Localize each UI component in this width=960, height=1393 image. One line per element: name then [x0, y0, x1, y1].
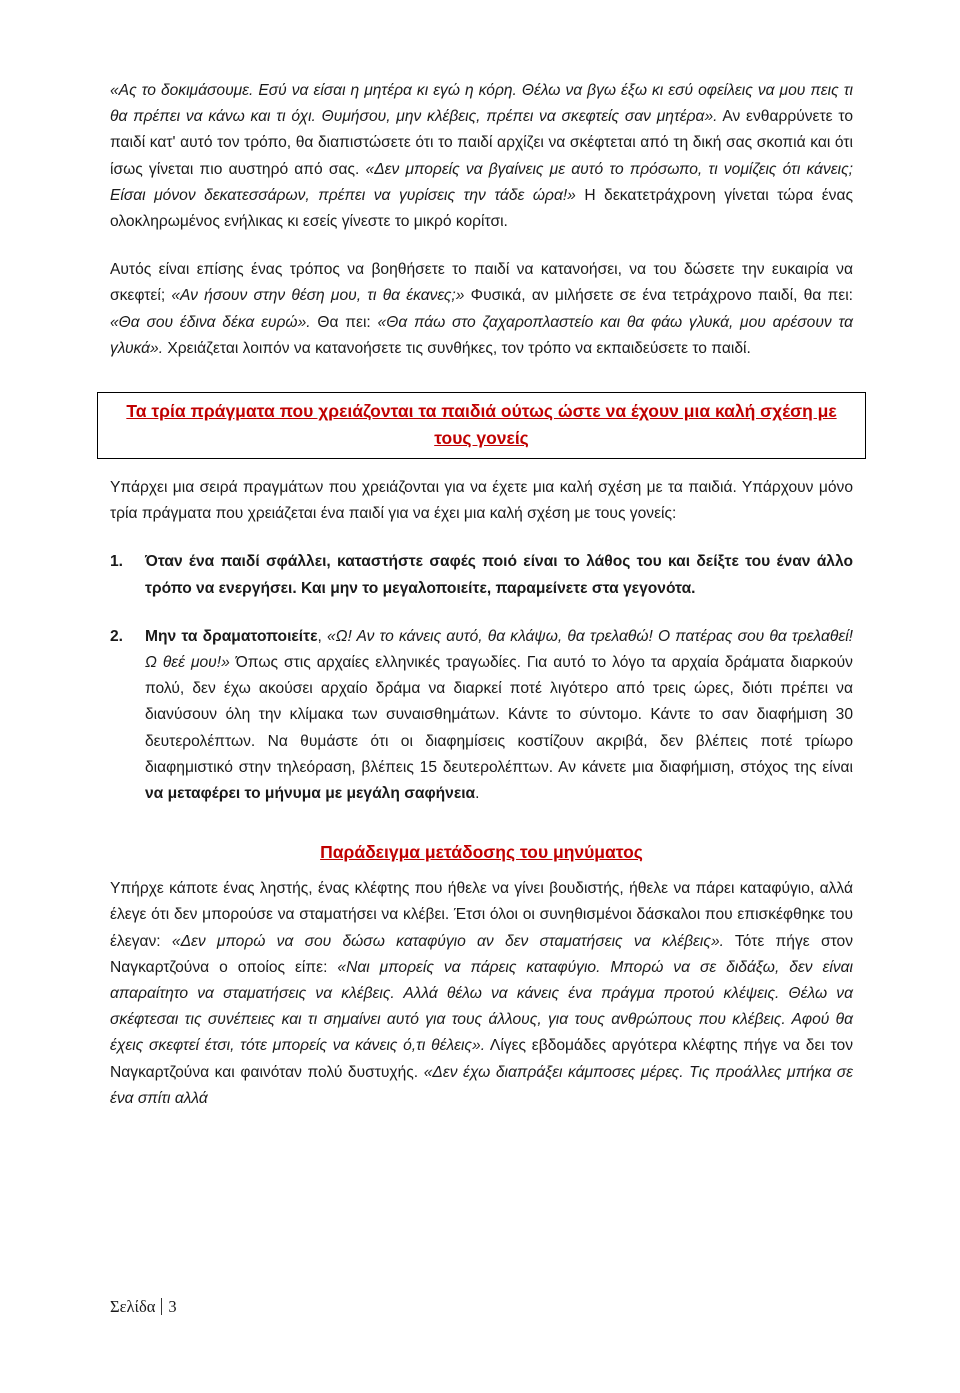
text: Τότε πήγε στον Ναγκαρτζούνα ο οποίος είπε:	[110, 932, 853, 976]
text: ,	[317, 627, 327, 645]
item-number: 1.	[110, 553, 124, 571]
text: Λίγες εβδομάδες αργότερα κλέφτης πήγε να δει τον Ναγκαρτζούνα και φαινόταν πολύ δυστυχής.	[110, 1037, 854, 1081]
quote: «Θα πάω στο ζαχαροπλαστείο και θα φάω γλυκά, μου αρέσουν τα γλυκά».	[110, 313, 853, 357]
quote: «Δεν έχω διαπράξει κάμποσες μέρες. Τις προάλλες μπήκα σε ένα σπίτι αλλά	[110, 1063, 853, 1107]
numbered-item-2	[110, 624, 853, 807]
item-text: Όταν ένα παιδί σφάλλει, καταστήστε σαφές ποιό είναι το λάθος του και δείξτε του έναν άλλο τρόπο να ενεργήσει. Και μην το μεγαλοποιείτε, παραμείνετε στα γεγονότα.	[145, 553, 853, 597]
document-body	[110, 78, 853, 1112]
emphasis: Μην τα δραματοποιείτε	[145, 627, 318, 645]
text: Φυσικά, αν μιλήσετε σε ένα τετράχρονο παιδί, θα πει:	[464, 287, 853, 305]
item-text	[145, 624, 853, 807]
text: .	[475, 785, 480, 803]
paragraph-2	[110, 257, 853, 362]
quote: «Δεν μπορώ να σου δώσω καταφύγιο αν δεν σταματήσεις να κλέβεις».	[171, 932, 724, 950]
quote: «Θα σου έδινα δέκα ευρώ».	[110, 313, 311, 331]
paragraph-4	[110, 876, 853, 1112]
emphasis: να μεταφέρει το μήνυμα με μεγάλη σαφήνεια	[145, 785, 476, 803]
text: Χρειάζεται λοιπόν να κατανοήσετε τις συνθήκες, τον τρόπο να εκπαιδεύσετε το παιδί.	[163, 339, 751, 357]
text: Η δεκατετράχρονη γίνεται τώρα ένας ολοκληρωμένος ενήλικας κι εσείς γίνεστε το μικρό κορίτσι.	[110, 186, 853, 231]
item-number: 2.	[110, 627, 124, 645]
numbered-item-1	[110, 549, 853, 601]
quote: «Αν ήσουν στην θέση μου, τι θα έκανες;»	[171, 287, 465, 305]
quote-daughter: «Ας το δοκιμάσουμε. Εσύ να είσαι η μητέρα κι εγώ η κόρη. Θέλω να βγω έξω κι εσύ οφείλεις να μου πεις τι θα πρέπει να κάνω και τι όχι. Θυμήσου, μην κλέβεις, πρέπει να σκεφτείς σαν μητέρα».	[110, 82, 853, 126]
text: Όπως στις αρχαίες ελληνικές τραγωδίες. Για αυτό το λόγο τα αρχαία δράματα διαρκούν πολύ, δεν έχω ακούσει αρχαίο δράμα να διαρκεί ποτέ λιγότερο από τρεις ώρες, διότι πρέπει να διανύσουν όλη την κλίμακα των συναισθημάτων. Κάντε το σύντομο. Κάντε το σαν διαφήμιση 30 δευτερολέπτων. Να θυμάστε ότι οι διαφημίσεις κοστίζουν ακριβά, δεν βλέπεις ποτέ τρίωρο διαφημιστικό στην τηλεόραση, βλέπεις 15 δευτερολέπτων. Αν κάνετε μια διαφήμιση, στόχος της είναι	[145, 654, 853, 776]
section-heading: Παράδειγμα μετάδοσης του μηνύματος	[320, 842, 643, 863]
page-footer	[110, 1297, 177, 1317]
footer-separator	[161, 1298, 162, 1315]
text: Αυτός είναι επίσης ένας τρόπος να βοηθήσετε το παιδί να κατανοήσει, να του δώσετε την ευκαιρία να σκεφτεί;	[110, 261, 853, 305]
text: Θα πει:	[310, 313, 378, 331]
text: Υπήρχε κάποτε ένας ληστής, ένας κλέφτης που ήθελε να γίνει βουδιστής, ήθελε να πάρει καταφύγιο, αλλά έλεγε ότι δεν μπορούσε να σταματήσει να κλέβει. Έτσι όλοι οι συνηθισμένοι δάσκαλοι που επισκέφθηκε του έλεγαν:	[110, 880, 853, 950]
paragraph-3: Υπάρχει μια σειρά πραγμάτων που χρειάζονται για να έχετε μια καλή σχέση με τα παιδιά. Υπάρχουν μόνο τρία πράγματα που χρειάζεται ένα παιδί για να έχει μια καλή σχέση με τους γονείς:	[110, 479, 853, 523]
quote: «Ναι μπορείς να πάρεις καταφύγιο. Μπορώ να σε διδάξω, δεν είναι απαραίτητο να σταματήσεις να κλέβεις. Αλλά θέλω να κάνεις ένα πράγμα προτού κλέψεις. Θέλω να σκέφτεσαι τις συνέπειες και τι σημαίνει αυτό για τους άλλους, για τους ανθρώπους που κλέβεις. Αφού θα έχεις σκεφτεί έτσι, τότε μπορείς να κάνεις ό,τι θέλεις».	[110, 958, 853, 1055]
page-number: 3	[168, 1297, 177, 1316]
page-label: Σελίδα	[110, 1297, 156, 1316]
text: Αν ενθαρρύνετε το παιδί κατ' αυτό τον τρόπο, θα διαπιστώσετε ότι το παιδί αρχίζει να σκέφτεται από τη δική σας σκοπιά και ότι ίσως γίνεται πιο αυστηρό από σας.	[110, 108, 853, 178]
quote-teen: «Δεν μπορείς να βγαίνεις με αυτό το πρόσωπο, τι νομίζεις ότι κάνεις; Είσαι μόνον δεκατεσσάρων, πρέπει να γυρίσεις την τάδε ώρα!»	[110, 160, 853, 204]
quote: «Ω! Αν το κάνεις αυτό, θα κλάψω, θα τρελαθώ! Ο πατέρας σου θα τρελαθεί! Ω θεέ μου!»	[145, 627, 853, 672]
paragraph-1	[110, 78, 853, 235]
section-heading-boxed: Τα τρία πράγματα που χρειάζονται τα παιδιά ούτως ώστε να έχουν μια καλή σχέση με τους γονείς	[97, 392, 866, 459]
